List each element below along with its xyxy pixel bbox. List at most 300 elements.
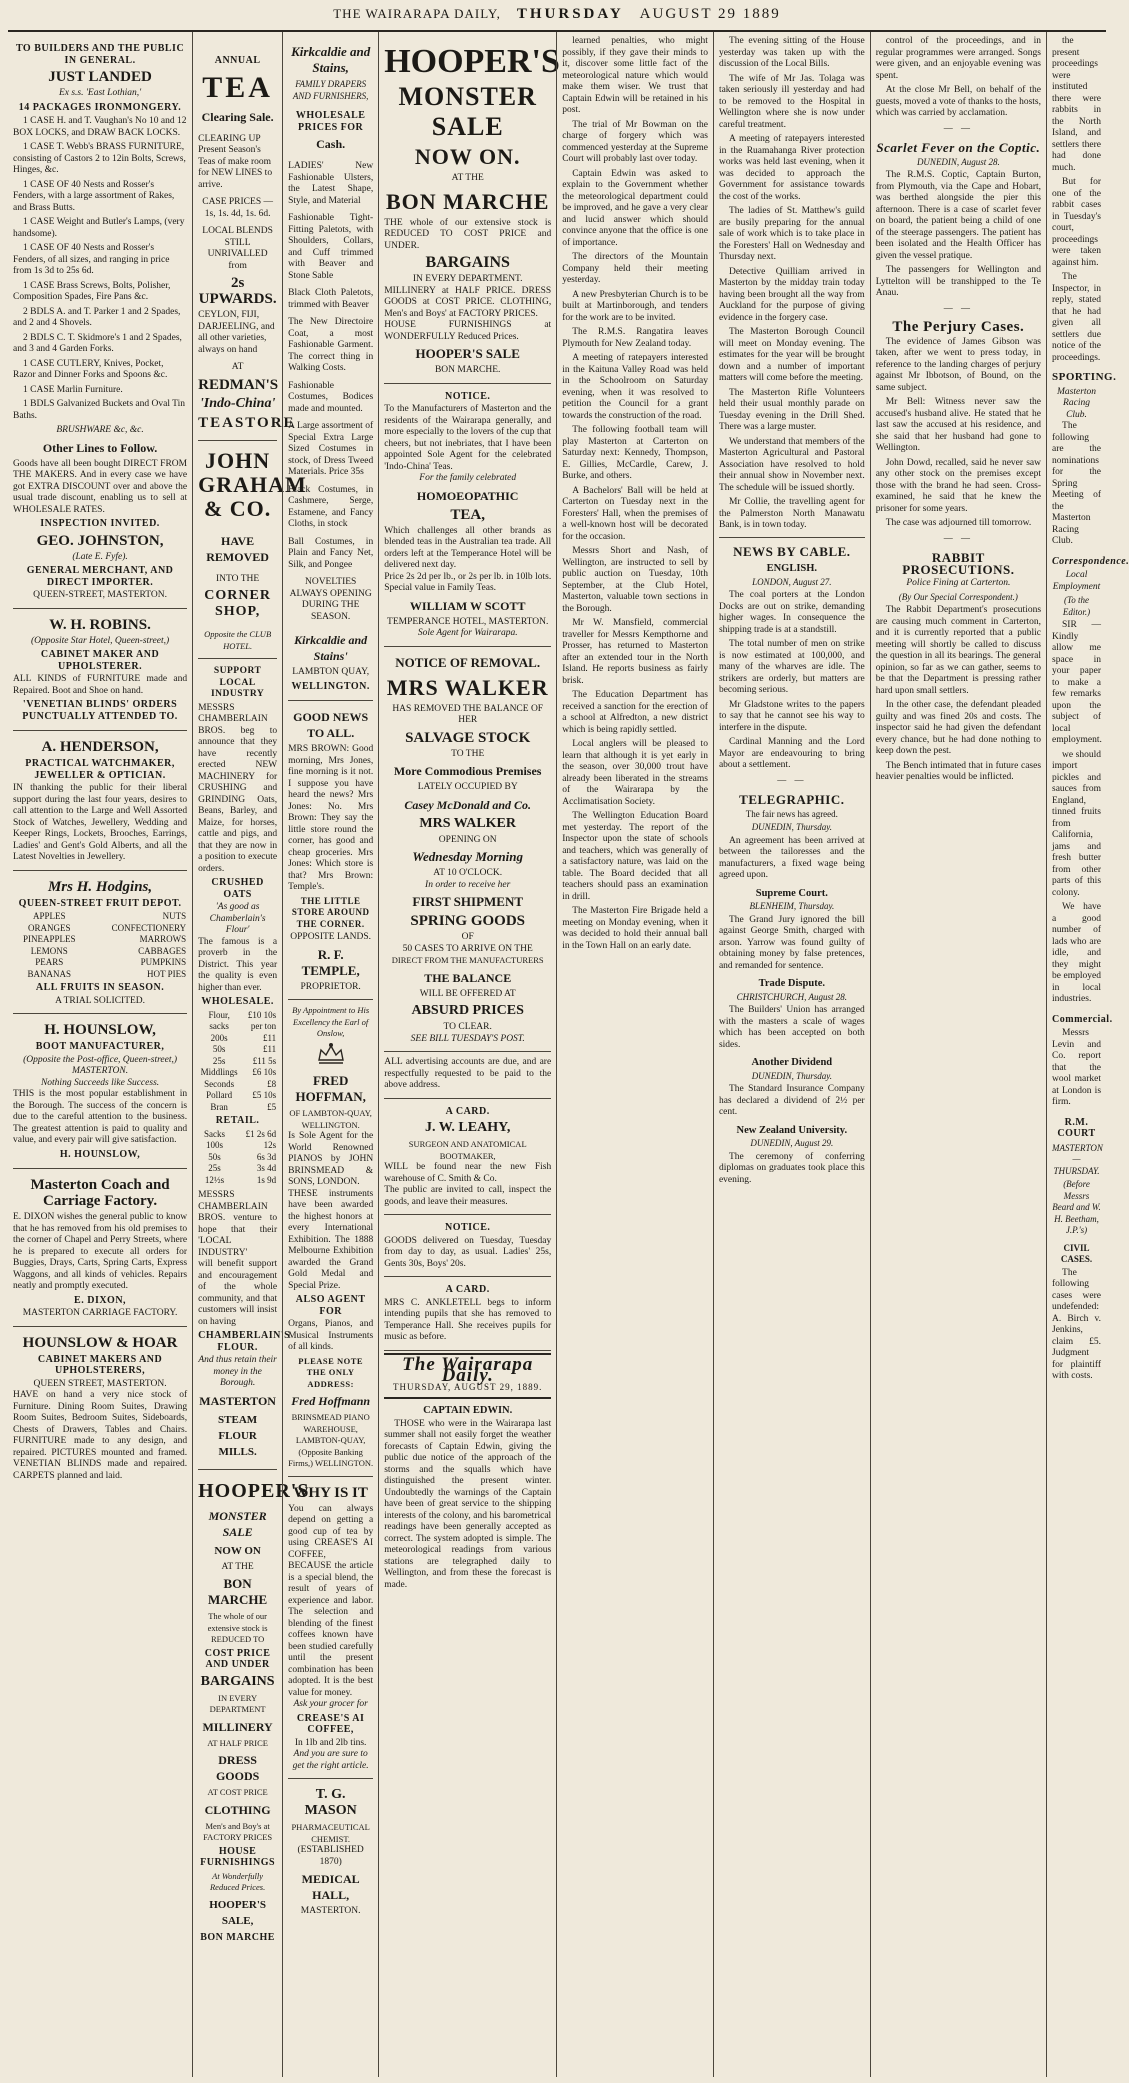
news-paragraph: In the other case, the defendant pleaded guilty and was fined 20s and costs. The inspector said he had given the defendant every chance, but he had done nothing to keep down the pest. bbox=[875, 700, 1042, 756]
ad-chamberlain bbox=[198, 659, 291, 1470]
masthead-date: AUGUST 29 1889 bbox=[639, 6, 781, 22]
ad-salvage: SALVAGE STOCK bbox=[405, 729, 531, 746]
ad-packages: 14 PACKAGES IRONMONGERY. bbox=[18, 101, 182, 113]
ad-in-every: IN EVERY DEPARTMENT bbox=[209, 1692, 266, 1714]
section-news-cable: NEWS BY CABLE. bbox=[733, 543, 851, 559]
news-paragraph: The Bench intimated that in future cases heavier penalties would be inflicted. bbox=[875, 760, 1042, 782]
news-paragraph: Cardinal Manning and the Lord Mayor are endeavouring to bring about a settlement. bbox=[718, 737, 865, 770]
ad-just-landed: JUST LANDED bbox=[48, 69, 152, 85]
ad-mason bbox=[288, 1779, 373, 1924]
section-correspondence: Correspondence. bbox=[1052, 555, 1129, 567]
ad-a-card: A CARD. bbox=[445, 1105, 490, 1117]
ad-balance: THE BALANCE bbox=[424, 970, 512, 985]
ad-bon4: BON MARCHE. bbox=[434, 365, 501, 375]
ad-hoffman bbox=[288, 1000, 373, 1477]
ad-hoopers: HOOPER'S bbox=[384, 43, 560, 80]
dateline-scarlet: DUNEDIN, August 28. bbox=[916, 156, 1000, 167]
flour-item: Bran bbox=[210, 1101, 228, 1112]
ad-wonderfully: At Wonderfully Reduced Prices. bbox=[209, 1870, 266, 1892]
ad-indo: 'Indo-China' bbox=[199, 395, 276, 411]
ad-walker-body: HAS REMOVED THE BALANCE OF HER bbox=[392, 703, 544, 725]
ad-wednesday: Wednesday Morning bbox=[412, 849, 524, 864]
retail-item: 100s bbox=[205, 1140, 223, 1150]
ad-kirk-jackets: LADIES' New Fashionable Ulsters, the Latest Shape, Style, and Material bbox=[288, 161, 374, 206]
ad-monster: MONSTER bbox=[398, 82, 537, 111]
section-telegraphic: TELEGRAPHIC. bbox=[739, 792, 845, 807]
ad-brown-body: MRS BROWN: Good morning, Mrs Jones, fine morning is it not. I suppose you have heard the news? Mrs Jones: No. Mrs Brown: They say the little store round the corner, has good and cheap groceries. Mrs Jones: Which store is that? Mrs Brown: Temple's. bbox=[288, 744, 374, 892]
news-paragraph: Mr W. Mansfield, commercial traveller for Messrs Kempthorne and Prosser, has returned to Masterton after an extended tour in the North Island. He reports business as fairly brisk. bbox=[562, 618, 708, 686]
flour-wholesale-table bbox=[198, 1010, 277, 1114]
ad-hodgins-footer: ALL FRUITS IN SEASON. bbox=[35, 982, 165, 993]
ad-at-cost: AT COST PRICE bbox=[207, 1787, 268, 1797]
goods-right: NUTS bbox=[162, 911, 187, 921]
ad-bon3: BON MARCHE bbox=[200, 1931, 275, 1943]
ad-item: 1 CASE OF 40 Nests and Rosser's Fenders, with a large assortment of Rakes, and Brass Butts. bbox=[13, 179, 175, 213]
sub-trade-dispute: Trade Dispute. bbox=[758, 978, 825, 989]
ad-little-store: THE LITTLE STORE AROUND THE CORNER. bbox=[291, 895, 370, 929]
flour-price: £6 10s bbox=[252, 1067, 277, 1077]
ad-tea-body4: Which challenges all other brands as blended teas in the Australian tea trade. All orders left at the Temperance Hotel will be delivered next day. bbox=[384, 525, 552, 570]
goods-right: PUMPKINS bbox=[140, 957, 187, 967]
ad-hounslow-trade: BOOT MANUFACTURER, bbox=[35, 1041, 165, 1052]
ad-mills-town: MASTERTON bbox=[199, 1393, 276, 1408]
ad-kirk-wellington: WELLINGTON. bbox=[291, 680, 370, 692]
ad-johnston-sub: (Late E. Fyfe). bbox=[72, 551, 128, 562]
ad-in-order: In order to receive her bbox=[425, 879, 511, 890]
sub-english: ENGLISH. bbox=[766, 563, 818, 574]
flour-item: Flour, sacks bbox=[208, 1009, 230, 1031]
dateline-dunedin: DUNEDIN, Thursday. bbox=[751, 822, 832, 832]
ad-bon: BON MARCHE bbox=[386, 188, 550, 214]
section-perjury: The Perjury Cases. bbox=[892, 319, 1025, 335]
dateline-dunedin2: DUNEDIN, Thursday. bbox=[751, 1070, 832, 1081]
flour-price: £5 bbox=[267, 1101, 277, 1112]
ad-hoffman-name: FRED HOFFMAN, bbox=[295, 1073, 366, 1104]
ad-accounts bbox=[384, 1052, 551, 1099]
ad-kirk-title: Kirkcaldie and Stains, bbox=[291, 44, 371, 75]
ad-bon-body: THE whole of our extensive stock is REDUCED TO COST PRICE and UNDER. bbox=[384, 217, 552, 251]
ad-item: 1 CASE T. Webb's BRASS FURNITURE, consisting of Castors 2 to 12in Bolts, Screws, Hinges, &c. bbox=[13, 142, 186, 175]
news-paragraph: the present proceedings were instituted there were rabbits in the North Island, and settlers there had done much. bbox=[1052, 36, 1102, 173]
ad-hoar-trade: CABINET MAKERS AND UPHOLSTERERS, bbox=[37, 1353, 163, 1376]
flour-item: Seconds bbox=[204, 1078, 235, 1089]
ad-chamberlain-flour: CHAMBERLAIN'S FLOUR. bbox=[198, 1330, 291, 1353]
ad-johnston-addr: QUEEN-STREET, MASTERTON. bbox=[33, 590, 168, 600]
ad-tins: In 1lb and 2lb tins. bbox=[294, 1737, 367, 1748]
columns bbox=[8, 32, 1129, 2077]
ad-item: 1 CASE Marlin Furniture. bbox=[23, 384, 123, 395]
ad-inspection: INSPECTION INVITED. bbox=[40, 518, 160, 529]
ad-redman: REDMAN'S bbox=[198, 376, 279, 393]
news-paragraph: Mr Collie, the travelling agent for the Palmerston North Manawatu Bank, is in town today. bbox=[718, 497, 865, 530]
news-paragraph: The directors of the Mountain Company held their meeting yesterday. bbox=[562, 252, 708, 285]
ad-hoopers-main bbox=[384, 36, 560, 384]
ad-walker bbox=[384, 647, 551, 1053]
flour-item: Middlings bbox=[200, 1067, 238, 1077]
ad-item: 2 BDLS C. T. Skidmore's 1 and 2 Spades, and 3 and 4 Garden Forks. bbox=[13, 332, 182, 354]
ad-now-on2: NOW ON bbox=[214, 1544, 261, 1557]
ad-for-family: For the family celebrated bbox=[419, 473, 517, 483]
masthead-paper: THE WAIRARAPA DAILY, bbox=[333, 6, 501, 21]
section-sporting: SPORTING. bbox=[1052, 371, 1117, 383]
ad-by-appt: By Appointment to His Excellency the Earl of Onslow, bbox=[292, 1005, 370, 1038]
ad-pianos-body2: THESE instruments have been awarded the highest honors at every International Exhibition. The 1888 Melbourne Exhibition awarded the Grand Gold Medal and Special Prize. bbox=[288, 1188, 374, 1291]
ad-corner-shop: CORNER SHOP, bbox=[204, 588, 271, 619]
column-4 bbox=[378, 32, 560, 2077]
news-paragraph: A meeting of ratepayers interested in the Kaituna Valley Road was held in the Schoolroom on Saturday evening, when it was resolved to petition the Council for a grant towards the construction of the road. bbox=[562, 353, 708, 421]
ad-tea-clearing: Clearing Sale. bbox=[201, 109, 274, 124]
ad-kirk-large: A Large assortment of Special Extra Large Sized Costumes in stock, of Dress Tweed Materials. Price 35s bbox=[288, 421, 374, 477]
news-paragraph: The coal porters at the London Docks are out on strike, demanding higher wages. In consequence the shipping trade is at a standstill. bbox=[718, 590, 865, 635]
news-paragraph: We understand that members of the Masterton Agricultural and Pastoral Association have resolved to hold their annual show in November next. The schedule will be issued shortly. bbox=[718, 436, 865, 493]
ad-mason-est: (ESTABLISHED 1870) bbox=[297, 1845, 364, 1867]
ad-notice: NOTICE. bbox=[444, 390, 491, 402]
ad-coach bbox=[13, 1169, 187, 1327]
column-2 bbox=[192, 32, 310, 2077]
ad-item: 1 CASE Weight and Butler's Lamps, (very handsome). bbox=[13, 217, 185, 239]
section-commercial: Commercial. bbox=[1052, 1013, 1113, 1025]
ad-hounslow-addr: (Opposite the Post-office, Queen-street,) MASTERTON. bbox=[23, 1054, 178, 1076]
ad-mills: STEAM FLOUR MILLS. bbox=[218, 1413, 258, 1458]
ad-of: OF bbox=[461, 932, 474, 942]
news-paragraph: Messrs Short and Nash, of Wellington, are instructed to sell by public auction on Tuesday, 10th September, at the Club Hotel, Masterton, valuable town sections in the Borough. bbox=[562, 546, 708, 614]
news-paragraph: The evidence of James Gibson was taken, after we went to press today, in reference to the landing charges of perjury against Mr Ibbotson, of Bound, on the same subject. bbox=[875, 336, 1042, 393]
royal-crest-icon bbox=[311, 1040, 351, 1066]
ad-temple bbox=[288, 701, 373, 1000]
dateline-blenheim: BLENHEIM, Thursday. bbox=[749, 901, 835, 911]
ad-salvage-sub: TO THE bbox=[451, 748, 485, 759]
ad-builders-title: TO BUILDERS AND THE PUBLIC IN GENERAL. bbox=[15, 43, 185, 66]
sub-to-editor: (To the Editor.) bbox=[1062, 595, 1091, 617]
flour-item: 50s bbox=[212, 1044, 226, 1054]
ad-dress-goods: DRESS GOODS bbox=[215, 1753, 260, 1783]
news-paragraph: A new Presbyterian Church is to be built at Martinborough, and tenders for the work are to be invited. bbox=[562, 289, 708, 323]
column-1 bbox=[8, 32, 192, 2077]
ad-why-body: You can always depend on getting a good cup of tea by using CREASE'S AI COFFEE, bbox=[288, 1503, 374, 1560]
ad-robins bbox=[13, 609, 187, 732]
flour-price: £11 5s bbox=[252, 1055, 277, 1066]
column-6: The evening sitting of the House yesterday was taken up with the discussion of the Local Bills. The wife of Mr Jas. Tolaga was taken seriously ill yesterday and had to be removed to the Hospital in Wellington where she is now under careful treatment. A meeting of ratepayers interested in the Ruamahanga River protection works was held last evening, when it was decided to approach the Government for assistance towards the cost of the works. The ladies of St. Matthew's guild are busily preparing for the annual sale of work which is to take place in the Foresters' Hall on Wednesday and Thursday next. Detective Quilliam arrived in Masterton by the midday train today having been brought all the way from Auckland for the purpose of giving evidence in the forgery case. The Masterton Borough Council will meet on Monday evening. The estimates for the year will be brought down and a number of important matters will come before the meeting. The Masterton Rifle Volunteers held their usual monthly parade on Tuesday evening in the Drill Shed. There was a large muster. We understand that members of the Masterton Agricultural and Pastoral Association have resolved to hold their annual show in November next. The schedule will be issued shortly. Mr Collie, the travelling agent for the Palmerston North Manawatu Bank, is in town today. NEWS BY CABLE. ENGLISH. LONDON, August 27. The coal porters at the London Docks are out on strike, demanding higher wages. In consequence the shipping trade is at a standstill. The total number of men on strike is now estimated at 100,000, and many of the wharves are idle. The strikers are orderly, but matters are becoming serious. Mr Gladstone writes to the papers to say that he cannot see his way to interfere in the dispute. Cardinal Manning and the Lord Mayor are endeavouring to bring about a settlement. — — TELEGRAPHIC. The fair news has agreed. DUNEDIN, Thursday. An agreement has been arrived at between the tailoresses and the manufacturers, a fixed wage being agreed upon. Supreme Court. BLENHEIM, Thursday. The Grand Jury ignored the bill against George Smith, charged with arson. Yarrow was found guilty of obtaining money by false pretences, and remanded for sentence. Trade Dispute. CHRISTCHURCH, August 28. The Builders' Union has arranged with the masters a scale of wages which has been accepted on both sides. Another Dividend DUNEDIN, Thursday. The Standard Insurance Company has declared a dividend of 2½ per cent. New Zealand University. DUNEDIN, August 29. The ceremony of conferring diplomas on graduates took place this evening. bbox=[713, 32, 870, 2077]
ad-walker2: MRS WALKER bbox=[419, 815, 516, 831]
ad-hoffman-lambton: OF LAMBTON-QUAY, WELLINGTON. bbox=[289, 1108, 372, 1130]
ad-graham-removed: HAVE REMOVED bbox=[206, 533, 269, 564]
news-paragraph: The Standard Insurance Company has declared a dividend of 2½ per cent. bbox=[718, 1084, 865, 1117]
ad-temple-name: R. F. TEMPLE, bbox=[301, 946, 360, 978]
news-paragraph: we should import pickles and sauces from England, tinned fruits from California, jams and fresh butter from other parts of this colony. bbox=[1052, 749, 1102, 898]
ad-leahy-trade: SURGEON AND ANATOMICAL BOOTMAKER, bbox=[408, 1139, 527, 1161]
ad-hodgins-shop: QUEEN-STREET FRUIT DEPOT. bbox=[18, 897, 182, 909]
goods-left: BANANAS bbox=[27, 968, 71, 979]
ad-house-furn: HOUSE FURNISHINGS bbox=[200, 1845, 276, 1868]
news-paragraph: control of the proceedings, and in regular programmes were arranged. Songs were given, and an enjoyable evening was spent. bbox=[875, 36, 1042, 81]
news-paragraph: Detective Quilliam arrived in Masterton by the midday train today having been brought all the way from Auckland for the purpose of giving evidence in the forgery case. bbox=[718, 266, 865, 323]
news-paragraph: The ceremony of conferring diplomas on graduates took place this evening. bbox=[718, 1151, 865, 1185]
masthead bbox=[8, 6, 1106, 32]
ad-kirkcaldie bbox=[288, 36, 373, 701]
ad-walker-name: MRS WALKER bbox=[386, 674, 549, 700]
news-paragraph: Messrs Levin and Co. report that the wool market at London is firm. bbox=[1052, 1028, 1102, 1107]
ad-notice2-body: GOODS delivered on Tuesday, Tuesday from day to day, as usual. Ladies' 25s, Gents 30s, Boys' 20s. bbox=[384, 1235, 552, 1269]
ad-dixon-name: E. DIXON, bbox=[74, 1294, 127, 1306]
ad-please-note: PLEASE NOTE THE ONLY ADDRESS: bbox=[298, 1355, 364, 1389]
ad-notice2-title: NOTICE. bbox=[444, 1222, 491, 1233]
ad-scott bbox=[384, 384, 551, 647]
ad-mason-town: MASTERTON. bbox=[300, 1906, 361, 1916]
ad-slogan: 'As good as Chamberlain's Flour' bbox=[209, 902, 266, 935]
sub-civil: CIVIL CASES. bbox=[1060, 1242, 1093, 1264]
ad-also: ALSO AGENT FOR bbox=[295, 1294, 366, 1317]
ad-more-commodious: More Commodious Premises bbox=[393, 764, 542, 778]
dateline-dunedin3: DUNEDIN, August 29. bbox=[750, 1138, 834, 1148]
ad-wholesale: WHOLESALE. bbox=[201, 996, 274, 1007]
ad-hodgins bbox=[13, 871, 187, 1015]
ad-graham bbox=[198, 441, 307, 660]
ad-henderson-name: A. HENDERSON, bbox=[41, 739, 159, 755]
news-paragraph: The following football team will play Masterton at Carterton on Saturday next: Kennedy, Thompson, E. Gillies, McCardle, Carew, J. Burke, and others. bbox=[562, 425, 708, 481]
ad-direct: DIRECT FROM THE MANUFACTURERS bbox=[391, 955, 544, 965]
news-paragraph: The Builders' Union has arranged with the masters a scale of wages which has been accepted on both sides. bbox=[718, 1005, 865, 1050]
ad-sole-agent: Sole Agent for Wairarapa. bbox=[417, 628, 518, 638]
ad-cash: Cash. bbox=[316, 137, 346, 151]
ad-other-lines: Other Lines to Follow. bbox=[42, 440, 158, 455]
ad-half-price: AT HALF PRICE bbox=[207, 1737, 268, 1748]
flour-price: £5 10s bbox=[252, 1090, 277, 1100]
ad-fred2: Fred Hoffmann bbox=[291, 1394, 371, 1408]
ad-hoopers2: HOOPER'S bbox=[198, 1479, 310, 1502]
ad-local-body: will benefit support and encouragement of the whole community, and that customers will insist on having bbox=[198, 1259, 278, 1327]
goods-right: MARROWS bbox=[139, 934, 187, 944]
ad-kirk-skirts: Black Costumes, in Cashmere, Serge, Estamene, and Fancy Cloths, in stock bbox=[288, 484, 374, 529]
news-paragraph: The case was adjourned till tomorrow. bbox=[885, 518, 1032, 528]
column-5 bbox=[556, 32, 713, 2077]
ad-items bbox=[13, 116, 187, 422]
ad-robins-body: ALL KINDS of FURNITURE made and Repaired. Boot and Shoe on hand. bbox=[13, 674, 188, 696]
goods-left: ORANGES bbox=[27, 922, 71, 933]
ad-temple-prop: PROPRIETOR. bbox=[300, 981, 361, 992]
ad-millinery2: MILLINERY bbox=[202, 1719, 273, 1734]
retail-price: 6s 3d bbox=[256, 1151, 277, 1162]
ad-item: 1 CASE Brass Screws, Bolts, Polisher, Composition Spades, Fire Pans &c. bbox=[13, 280, 171, 302]
ad-bargains: BARGAINS bbox=[425, 254, 510, 271]
ad-trial: A TRIAL SOLICITED. bbox=[55, 995, 146, 1006]
ad-leahy-body2: The public are invited to call, inspect the goods, and leave their measures. bbox=[384, 1185, 552, 1207]
ad-good-news: GOOD NEWS TO ALL. bbox=[293, 710, 369, 740]
ad-ask: Ask your grocer for bbox=[293, 1699, 368, 1709]
ad-henderson-trade: PRACTICAL WATCHMAKER, JEWELLER & OPTICIAN. bbox=[25, 758, 175, 781]
ad-crushed: CRUSHED OATS bbox=[211, 877, 264, 900]
news-paragraph: At the close Mr Bell, on behalf of the guests, moved a vote of thanks to the hosts, which was carried by acclamation. bbox=[875, 85, 1042, 118]
ad-leahy bbox=[384, 1099, 551, 1216]
ad-now-on: NOW ON. bbox=[414, 144, 521, 169]
ad-clothing-sub: Men's and Boy's at FACTORY PRICES bbox=[203, 1820, 273, 1842]
news-paragraph: The total number of men on strike is now estimated at 100,000, and many of the wharves are idle. The strikers are orderly, but matters are becoming serious. bbox=[718, 639, 865, 695]
ad-will-be: WILL BE OFFERED AT bbox=[419, 988, 516, 999]
ad-price-line: Price 2s 2d per lb., or 2s per lb. in 10lb lots. Special value in Family Teas. bbox=[384, 571, 552, 593]
goods-right: CONFECTIONERY bbox=[111, 922, 187, 933]
news-paragraph: The Masterton Borough Council will meet on Monday evening. The estimates for the year will be brought down and a number of important matters will come before the meeting. bbox=[718, 327, 865, 383]
news-paragraph: SIR — Kindly allow me space in your paper to make a few remarks upon the subject of local employment. bbox=[1052, 620, 1102, 745]
news-paragraph: A meeting of ratepayers interested in the Ruamahanga River protection works was held last evening, when it was decided to approach the Government for assistance towards the cost of the works. bbox=[718, 134, 865, 202]
ad-item: 1 CASE H. and T. Vaughan's No 10 and 12 BOX LOCKS, and DRAW BACK LOCKS. bbox=[13, 116, 187, 138]
ad-scott-trade: TEMPERANCE HOTEL, MASTERTON. bbox=[387, 616, 549, 627]
ad-cost-price: COST PRICE AND UNDER bbox=[204, 1647, 271, 1670]
ad-house-furn4: HOUSE FURNISHINGS at WONDERFULLY Reduced Prices. bbox=[384, 320, 552, 342]
retail-item: 25s bbox=[208, 1163, 221, 1173]
retail-price: 12s bbox=[263, 1140, 277, 1150]
news-paragraph: The Masterton Rifle Volunteers held their usual monthly parade on Tuesday evening in the Drill Shed. There was a large muster. bbox=[718, 387, 865, 432]
ad-slogan-body: The famous is a proverb in the District. This year the quality is even higher than ever. bbox=[198, 936, 278, 993]
ad-anklets-body: MRS C. ANKLETELL begs to inform intending pupils that she has removed to Temperance Hall. She receives pupils for music as before. bbox=[384, 1297, 552, 1342]
masthead-day: THURSDAY bbox=[516, 6, 624, 22]
flour-price: £8 bbox=[267, 1078, 277, 1089]
news-paragraph: Local anglers will be pleased to learn that although it is yet early in the season, over 30,000 trout have already been liberated in the streams of the Wairarapa by the Acclimatisation Society. bbox=[562, 739, 708, 807]
ad-mason-title: T. G. MASON bbox=[304, 1787, 357, 1818]
ad-item: 1 CASE OF 40 Nests and Rosser's Fenders, of all sizes, and ranging in price from 1s 3d to 25s 6d. bbox=[13, 243, 170, 276]
ad-henderson-body: IN thanking the public for their liberal support during the last four years, desires to call attention to the Large and Well Assorted Stock of Watches, Jewellery, Wedding and Keeper Rings, Lockets, Brooches, Earrings, Ladies' and Gent's Gold Alberts, and all the Latest Novelties in Jewellery. bbox=[13, 783, 188, 862]
ad-at-the2: AT THE bbox=[221, 1561, 254, 1572]
ad-ship: Ex s.s. 'East Lothian,' bbox=[58, 88, 142, 98]
ad-temple-opposite: OPPOSITE LANDS. bbox=[290, 932, 372, 942]
news-paragraph: The R.M.S. Rangatira leaves Plymouth for New Zealand today. bbox=[562, 327, 708, 349]
ad-pianos-body: Is Sole Agent for the World Renowned PIANOS by JOHN BRINSMEAD & SONS, LONDON. bbox=[288, 1131, 374, 1187]
ad-medical-hall: MEDICAL HALL, bbox=[301, 1872, 360, 1902]
ad-kirk-jackets2: Fashionable Tight-Fitting Paletots, with Shoulders, Collars, and Cuff trimmed with Beaver and Stone Sable bbox=[288, 213, 374, 281]
retail-price: 3s 4d bbox=[256, 1163, 277, 1173]
ad-graham-title: JOHN GRAHAM & CO. bbox=[198, 447, 307, 521]
news-paragraph: We have a good number of lads who are idle, and they might be employed in local industries. bbox=[1052, 902, 1102, 1004]
flour-item: Pollard bbox=[206, 1090, 233, 1100]
ad-johnston-name: GEO. JOHNSTON, bbox=[36, 532, 164, 549]
ad-tea-2s: 2s UPWARDS. bbox=[198, 275, 277, 307]
ad-hounslow-body: THIS is the most popular establishment in the Borough. The success of the concern is due to the careful attention to the business. The greatest attention is paid to quality and value, and every pair will give satisfaction. bbox=[13, 1089, 188, 1145]
retail-item: Sacks bbox=[203, 1128, 225, 1139]
ad-tea-blends: LOCAL BLENDS STILL UNRIVALLED from bbox=[202, 226, 273, 271]
ad-tea-at: AT bbox=[231, 362, 244, 372]
ad-kirk-novelties: NOVELTIES ALWAYS OPENING DURING THE SEASON. bbox=[289, 577, 372, 622]
ad-bon2: BON MARCHE bbox=[208, 1576, 268, 1607]
ad-teastore: TEASTORE bbox=[198, 414, 296, 431]
news-paragraph: The Grand Jury ignored the bill against George Smith, charged with arson. Yarrow was found guilty of obtaining money by false pretences, and remanded for sentence. bbox=[718, 914, 865, 971]
ad-wholesale-prices: WHOLESALE PRICES FOR bbox=[295, 110, 366, 133]
ad-mill-body: MILLINERY at HALF PRICE. DRESS GOODS at COST PRICE. CLOTHING, Men's and Boys' at FACTORY PRICES. bbox=[384, 285, 552, 319]
editorial-banner bbox=[384, 1353, 551, 1400]
ad-hoar-title: HOUNSLOW & HOAR bbox=[22, 1334, 178, 1351]
ad-brushware: BRUSHWARE &c, &c. bbox=[56, 425, 144, 435]
ad-every: IN EVERY DEPARTMENT. bbox=[412, 274, 523, 284]
ad-other-lines-body: Goods have all been bought DIRECT FROM THE MAKERS. And in every case we have got EXTRA DISCOUNT over and above the usual trade discount, enabling us to sell at WHOLESALE RATES. bbox=[13, 458, 188, 515]
column-8 bbox=[1046, 32, 1129, 2077]
ad-builders bbox=[13, 36, 187, 609]
ad-casey: Casey McDonald and Co. bbox=[404, 797, 532, 812]
section-scarlet: Scarlet Fever on the Coptic. bbox=[876, 140, 1041, 155]
ad-hodgins-goods bbox=[13, 911, 187, 980]
goods-right: CABBAGES bbox=[138, 945, 187, 956]
ad-see-bills: SEE BILL TUESDAY'S POST. bbox=[410, 1033, 525, 1044]
sub-police: Police Fining at Carterton. bbox=[906, 578, 1011, 588]
ad-homeopathic: HOMOEOPATHIC bbox=[416, 488, 519, 503]
ad-sale: SALE bbox=[431, 112, 504, 141]
ad-crease bbox=[288, 1477, 373, 1780]
ad-why-title: WHY IS IT bbox=[293, 1484, 368, 1501]
ad-kirk-jackets4: The New Directoire Coat, a most Fashionable Garment. The correct thing in Walking Costs. bbox=[288, 317, 374, 373]
ad-tea-prices: CASE PRICES — 1s, 1s. 4d, 1s. 6d. bbox=[202, 197, 273, 219]
ad-dixon-sub: MASTERTON CARRIAGE FACTORY. bbox=[22, 1308, 178, 1318]
ad-hoopers-small bbox=[198, 1470, 310, 1952]
article-captain-title: CAPTAIN EDWIN. bbox=[423, 1405, 513, 1416]
ad-and-you: And you are sure to get the right article. bbox=[292, 1749, 369, 1771]
ad-opening: OPENING ON bbox=[438, 834, 497, 845]
ad-tea-word: TEA bbox=[202, 70, 273, 104]
ad-kirk-sub: FAMILY DRAPERS AND FURNISHERS, bbox=[292, 79, 369, 101]
news-paragraph: The wife of Mr Jas. Tolaga was taken seriously ill yesterday and had to be removed to the Hospital in Wellington where she is now under careful treatment. bbox=[718, 73, 865, 130]
news-paragraph: Mr Gladstone writes to the papers to say that he cannot see his way to interfere in the dispute. bbox=[718, 699, 865, 733]
ad-robins-addr: (Opposite Star Hotel, Queen-street,) bbox=[30, 635, 170, 646]
ad-chamberlain-body: MESSRS CHAMBERLAIN BROS. beg to announce that they have recently erected NEW MACHINERY for CRUSHING and GRINDING Oats, Beans, Barley, and Maize, for horses, cattle and pigs, and that they are now in a position to execute orders. bbox=[198, 702, 278, 874]
sub-nz-univ: New Zealand University. bbox=[736, 1124, 848, 1136]
news-paragraph: The ladies of St. Matthew's guild are busily preparing for the annual sale of work which is to take place in the Foresters' Hall on Wednesday and Thursday next. bbox=[718, 206, 865, 262]
ad-clothing: CLOTHING bbox=[204, 1802, 271, 1817]
news-paragraph: The trial of Mr Bowman on the charge of forgery which was commenced yesterday at the Supreme Court will probably last over today. bbox=[562, 119, 708, 164]
ad-hooper-sale4: HOOPER'S SALE bbox=[415, 346, 520, 361]
ad-coach-body: E. DIXON wishes the general public to know that he has removed from his old premises to the corner of Chapel and Perry Streets, where he is prepared to execute all orders for Buggies, Drays, Carts, Spring Carts, Express Waggons, and all kinds of vehicles. Repairs neatly and promptly executed. bbox=[13, 1212, 188, 1291]
ad-robins-trade: CABINET MAKER AND UPHOLSTERER. bbox=[40, 649, 160, 672]
news-paragraph: The R.M.S. Coptic, Captain Burton, from Plymouth, via the Cape and Hobart, was berthed alongside the pier this afternoon. There is a case of scarlet fever on board, the patient being a child of one of the steerage passengers. The patient has been isolated and the Health Officer has given the vessel pratique. bbox=[875, 170, 1042, 261]
news-paragraph: A Bachelors' Ball will be held at Carterton on Tuesday next in the Foresters' Hall, when the premises of a well-known host will be decorated for the occasion. bbox=[562, 485, 708, 542]
news-paragraph: The Inspector, in reply, stated that he had given all settlers due notice of the proceedings. bbox=[1052, 272, 1102, 363]
ad-ads-notice: ALL advertising accounts are due, and are respectfully requested to be paid to the above address. bbox=[384, 1057, 552, 1090]
ad-tea bbox=[198, 36, 296, 441]
ad-retail: RETAIL. bbox=[215, 1115, 260, 1126]
ad-card2: A CARD. bbox=[445, 1284, 490, 1295]
ad-because: BECAUSE the article is a special blend, the result of years of experience and labor. The selection and blending of the finest coffees known have been studied carefully until the present combination has been adopted. It is the best value for money. bbox=[288, 1561, 374, 1698]
banner-name: The Wairarapa Daily. bbox=[402, 1353, 534, 1386]
ad-item: 1 BDLS Galvanized Buckets and Oval Tin Baths. bbox=[13, 399, 186, 421]
ad-item: 2 BDLS A. and T. Parker 1 and 2 Spades, and 2 and 4 Shovels. bbox=[13, 306, 181, 328]
ad-hounslow2: H. HOUNSLOW, bbox=[59, 1148, 141, 1160]
flour-price: £11 bbox=[262, 1044, 277, 1054]
news-paragraph: The following cases were undefended: A. Birch v. Jenkins, claim £5. Judgment for plaintiff with costs. bbox=[1052, 1267, 1102, 1381]
ad-mason-trade: PHARMACEUTICAL CHEMIST. bbox=[291, 1822, 370, 1844]
ad-and-return: And thus retain their money in the Borough. bbox=[198, 1355, 277, 1388]
sub-supreme: Supreme Court. bbox=[755, 887, 828, 899]
ad-to-clear: TO CLEAR. bbox=[443, 1022, 492, 1032]
ad-hounslow bbox=[13, 1014, 187, 1169]
goods-left: APPLES bbox=[32, 911, 66, 921]
ad-at-ten: AT 10 O'CLOCK. bbox=[433, 868, 503, 878]
news-paragraph: The passengers for Wellington and Lyttelton will be transhipped to the Te Anau. bbox=[875, 265, 1042, 298]
ad-item: 1 CASE CUTLERY, Knives, Pocket, Razor and Dinner Forks and Spoons &c. bbox=[13, 358, 168, 380]
ad-blinds: 'VENETIAN BLINDS' ORDERS PUNCTUALLY ATTENDED TO. bbox=[22, 699, 178, 722]
ad-bargains2: BARGAINS bbox=[200, 1673, 275, 1689]
sub-by-our: (By Our Special Correspondent.) bbox=[898, 591, 1018, 602]
ad-scott-name: WILLIAM W SCOTT bbox=[409, 598, 526, 613]
news-paragraph: Mr Bell: Witness never saw the accused's husband alive. He stated that he last saw the accused at his residence, and she said that her husband had gone to Wellington. bbox=[875, 397, 1042, 453]
flour-item: 200s bbox=[210, 1032, 228, 1043]
ad-kirk-ball: Ball Costumes, in Plain and Fancy Net, Silk, and Pongee bbox=[288, 536, 374, 570]
ad-removal: NOTICE OF REMOVAL. bbox=[395, 654, 541, 670]
ad-kirk-lambton: LAMBTON QUAY, bbox=[292, 667, 370, 677]
ad-monster2: MONSTER SALE bbox=[208, 1508, 267, 1539]
dateline-london: LONDON, August 27. bbox=[752, 576, 832, 587]
ad-at-the: AT THE bbox=[451, 173, 484, 183]
ad-kirk-jackets3: Black Cloth Paletots, trimmed with Beaver bbox=[288, 288, 374, 310]
sub-fair-wage: The fair news has agreed. bbox=[745, 808, 838, 819]
goods-left: LEMONS bbox=[30, 945, 68, 956]
section-rm-court: R.M. COURT bbox=[1057, 1116, 1096, 1139]
ad-henderson bbox=[13, 731, 187, 871]
ad-notice2 bbox=[384, 1215, 551, 1277]
sub-another-dividend: Another Dividend bbox=[751, 1057, 833, 1068]
